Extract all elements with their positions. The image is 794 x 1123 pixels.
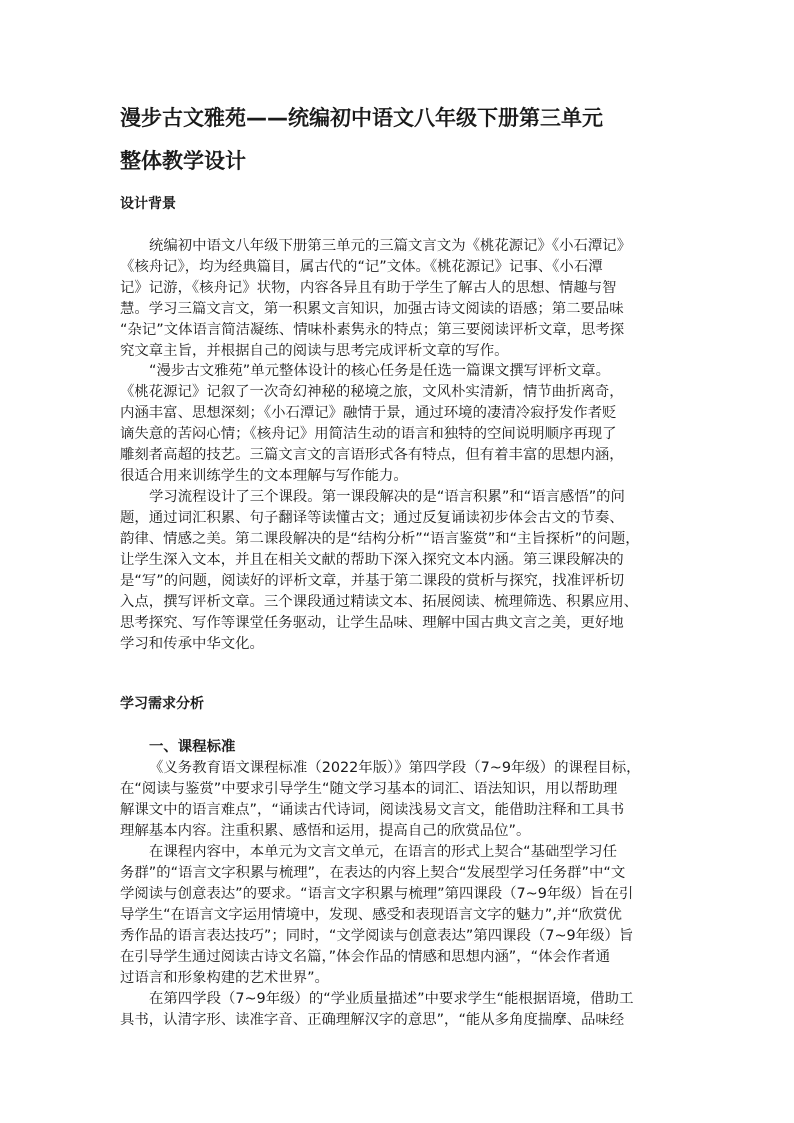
paragraph-line: 过语言和形象构建的艺术世界”。: [120, 970, 329, 986]
section-heading-design-background: 设计背景: [120, 196, 176, 212]
paragraph-line: 解课文中的语言难点”，“诵读古代诗词，阅读浅易文言文，能借助注释和工具书: [120, 802, 625, 818]
paragraph-line: 入点，撰写评析文章。三个课段通过精读文本、拓展阅读、梳理筛选、积累应用、: [120, 594, 639, 610]
section-heading-learning-needs: 学习需求分析: [120, 696, 204, 712]
paragraph-line: 学阅读与创意表达”的要求。“语言文字积累与梳理”第四课段（7~9年级）旨在引: [120, 886, 634, 902]
paragraph-line: “杂记”文体语言简洁凝练、情味朴素隽永的特点；第三要阅读评析文章，思考探: [120, 322, 625, 338]
subsection-heading-curriculum-standard: 一、课程标准: [149, 739, 236, 755]
paragraph-line: 统编初中语文八年级下册第三单元的三篇文言文为《桃花源记》《小石潭记》: [149, 238, 632, 254]
paragraph-line: 《桃花源记》记叙了一次奇幻神秘的秘境之旅，文风朴实清新，情节曲折离奇，: [120, 384, 624, 400]
paragraph-line: 学习和传承中华文化。: [120, 636, 264, 652]
paragraph-line: 记》记游，《核舟记》状物，内容各异且有助于学生了解古人的思想、情趣与智: [120, 280, 617, 296]
paragraph-line: 雕刻者高超的技艺。三篇文言文的言语形式各有特点，但有着丰富的思想内涵，: [120, 447, 624, 463]
paragraph-line: 《核舟记》，均为经典篇目，属古代的“记”文体。《桃花源记》记事、《小石潭: [120, 259, 603, 275]
paragraph-line: “漫步古文雅苑”单元整体设计的核心任务是任选一篇课文撰写评析文章。: [149, 363, 611, 379]
paragraph-line: 导学生“在语言文字运用情境中，发现、感受和表现语言文字的魅力”,并“欣赏优: [120, 907, 622, 923]
paragraph-line: 题，通过词汇积累、句子翻译等读懂古文；通过反复诵读初步体会古文的节奏、: [120, 510, 624, 526]
paragraph-line: 让学生深入文本，并且在相关文献的帮助下深入探究文本内涵。第三课段解决的: [120, 552, 624, 568]
paragraph-line: 是“写”的问题，阅读好的评析文章，并基于第二课段的赏析与探究，找准评析切: [120, 573, 625, 589]
paragraph-line: 务群”的“语言文字积累与梳理”，在表达的内容上契合“发展型学习任务群”中“文: [120, 865, 626, 881]
paragraph-line: 学习流程设计了三个课段。第一课段解决的是“语言积累”和“语言感悟”的问: [149, 489, 625, 505]
paragraph-line: 谪失意的苦闷心情；《核舟记》用简洁生动的语言和独特的空间说明顺序再现了: [120, 426, 617, 442]
paragraph-line: 秀作品的语言表达技巧”；同时，“文学阅读与创意表达”第四课段（7~9年级）旨: [120, 928, 634, 944]
paragraph-line: 韵律、情感之美。第二课段解决的是“结构分析”“语言鉴赏”和“主旨探析”的问题，: [120, 531, 640, 547]
paragraph-line: 具书，认清字形、读准字音、正确理解汉字的意思”，“能从多角度揣摩、品味经: [120, 1012, 625, 1028]
paragraph-line: 理解基本内容。注重积累、感悟和运用，提高自己的欣赏品位”。: [120, 823, 531, 839]
paragraph-line: 很适合用来训练学生的文本理解与写作能力。: [120, 468, 408, 484]
paragraph-line: 《义务教育语文课程标准（2022年版）》第四学段（7~9年级）的课程目标，: [149, 760, 641, 776]
paragraph-line: 在“阅读与鉴赏”中要求引导学生“随文学习基本的词汇、语法知识，用以帮助理: [120, 781, 618, 797]
paragraph-line: 思考探究、写作等课堂任务驱动，让学生品味、理解中国古典文言之美，更好地: [120, 615, 624, 631]
paragraph-line: 究文章主旨，并根据自己的阅读与思考完成评析文章的写作。: [120, 343, 509, 359]
paragraph-line: 在引导学生通过阅读古诗文名篇，”体会作品的情感和思想内涵”，“体会作者通: [120, 949, 611, 965]
paragraph-line: 慧。学习三篇文言文，第一积累文言知识，加强古诗文阅读的语感；第二要品味: [120, 301, 624, 317]
paragraph-line: 在课程内容中，本单元为文言文单元，在语言的形式上契合“基础型学习任: [149, 844, 617, 860]
document-title-line-1: 漫步古文雅苑——统编初中语文八年级下册第三单元: [120, 106, 603, 130]
paragraph-line: 内涵丰富、思想深刻；《小石潭记》融情于景，通过环境的凄清冷寂抒发作者贬: [120, 405, 617, 421]
document-title-line-2: 整体教学设计: [120, 149, 246, 173]
paragraph-line: 在第四学段（7~9年级）的“学业质量描述”中要求学生“能根据语境，借助工: [149, 991, 634, 1007]
